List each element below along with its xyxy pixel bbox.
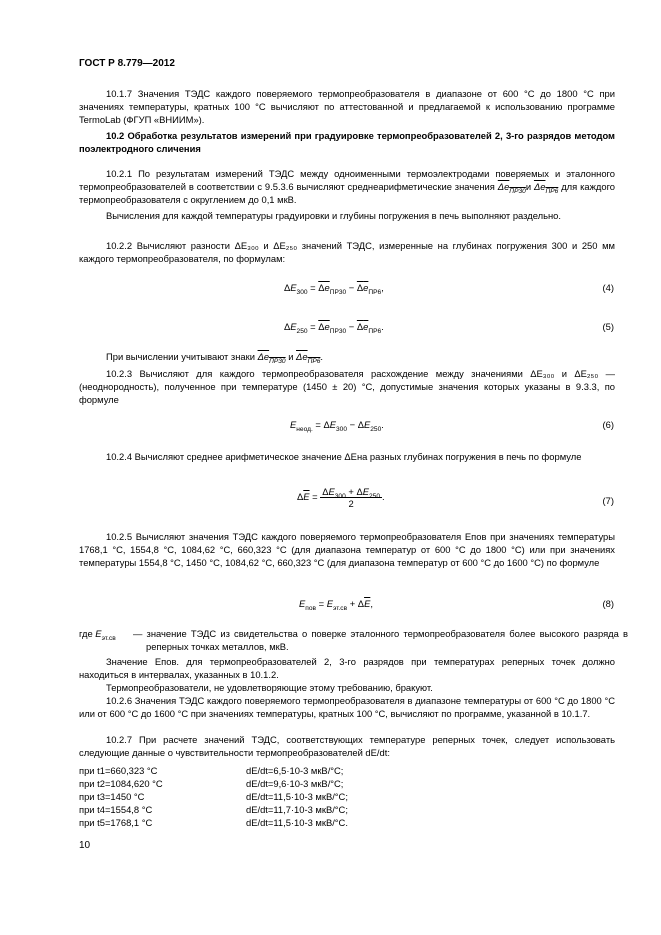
para-signs: При вычислении учитывают знаки $\Delta e_{ПР30}$ и $\Delta e_{ПР6}$.	[106, 351, 324, 365]
sensitivity-temp: t2=1084,620 °С	[97, 778, 163, 789]
where-label: где $E_{эт.св}$	[79, 628, 116, 642]
sensitivity-row: при t2=1084,620 °С	[79, 778, 163, 789]
symbol-de-pr30: $\Delta e_{ПР30}$	[497, 180, 526, 195]
equation-5: $\Delta E_{250} = \Delta e_{ПР30} - \Delta e_{ПР6}$.	[284, 321, 384, 335]
sensitivity-temp: t5=1768,1 °С	[97, 817, 153, 828]
sensitivity-temp: t3=1450 °С	[97, 791, 145, 802]
para-calc: Вычисления для каждой температуры градуировки и глубины погружения в печь выполняют раздельно.	[106, 210, 561, 221]
para-signs-text: При вычислении учитывают знаки	[106, 351, 255, 362]
para-10-2-4: 10.2.4 Вычисляют среднее арифметическое значение ΔEна разных глубинах погружения в печь по формуле	[106, 451, 582, 462]
equation-7: $\Delta\overline{E}$ = $\frac{\Delta E_{300} + \Delta E_{250}}{2}$ .	[297, 486, 385, 509]
section-10-2-title: 10.2 Обработка результатов измерений при градуировке термопреобразователей 2, 3-го разрядов методом поэлектродного сличения	[79, 130, 615, 154]
para-10-2-1: 10.2.1 По результатам измерений ТЭДС между одноименными термоэлектродами поверяемых и эталонного термопреобразователей в соответствии с 9.5.3.6 вычисляют среднеарифметические значения $\Delta e_{ПР30}и$ $\Delta e_{ПР6}$ для каждого термопреобразователя с округлением до 0,1 мкВ.	[79, 168, 615, 205]
where-word: где	[79, 628, 93, 639]
para-10-2-1-end: для каждого термопреобразователя с округлением до 0,1 мкВ.	[79, 180, 615, 205]
sensitivity-temp: t1=660,323 °С	[97, 765, 158, 776]
sensitivity-value: dE/dt=6,5·10-3 мкВ/°С;	[246, 765, 344, 776]
sensitivity-value: dE/dt=9,6·10-3 мкВ/°С;	[246, 778, 344, 789]
page-number: 10	[79, 840, 91, 851]
sensitivity-row: при t3=1450 °С	[79, 791, 145, 802]
para-10-2-5: 10.2.5 Вычисляют значения ТЭДС каждого поверяемого термопреобразователя Eпов при значениях температуры 1768,1 °С, 1554,8 °С, 1084,62 °С, 660,323 °С (для диапазона температур от 600 °С до 1800 °С) или при значениях температуры 1554,8 °С, 1450 °С, 1084,62 °С, 660,323 °С (для диапазона температур от 600 °С до 1600 °С) по формуле	[79, 531, 615, 568]
where-definition: — значение ТЭДС из свидетельства о поверке эталонного термопреобразователя более высокого разряда в реперных точках металлов, мкВ.	[133, 628, 628, 652]
sensitivity-row: при t1=660,323 °С	[79, 765, 158, 776]
sensitivity-row: при t4=1554,8 °С	[79, 804, 153, 815]
para-10-2-1-text: 10.2.1 По результатам измерений ТЭДС между одноименными термоэлектродами поверяемых и эталонного термопреобразователей в соответствии с 9.5.3.6 вычисляют среднеарифметические значения	[79, 168, 615, 192]
para-10-1-7: 10.1.7 Значения ТЭДС каждого поверяемого термопреобразователя в диапазоне от 600 °С до 1800 °С при значениях температуры, кратных 100 °С вычисляют по аттестованной и предлагаемой к использованию программе TermoLab (ФГУП «ВНИИМ»).	[79, 88, 615, 125]
equation-6: $E_{неод.} = \Delta E_{300} - \Delta E_{250}$.	[290, 419, 384, 433]
equation-6-number: (6)	[602, 419, 614, 430]
equation-5-number: (5)	[602, 321, 614, 332]
para-10-2-7: 10.2.7 При расчете значений ТЭДС, соответствующих температуре реперных точек, следует использовать следующие данные о чувствительности термопреобразователей dE/dt:	[79, 734, 615, 758]
symbol-de-pr30-b: $\Delta e_{ПР30}$	[257, 351, 286, 365]
equation-7-number: (7)	[602, 495, 614, 506]
page-header: ГОСТ Р 8.779—2012	[79, 58, 175, 69]
equation-8-number: (8)	[602, 598, 614, 609]
equation-8: $E_{пов} = E_{эт.св} + \Delta\overline{E}$,	[299, 598, 373, 612]
para-10-2-3: 10.2.3 Вычисляют для каждого термопреобразователя расхождение между значениями ΔE₃₀₀ и ΔE₂₅₀ — (неоднородность), полученное при температуре (1450 ± 20) °С, допустимые значения которых указаны в 9.3.3, по формуле	[79, 368, 615, 405]
symbol-de-pr6: $\Delta e_{ПР6}$	[533, 180, 559, 195]
sensitivity-value: dE/dt=11,7·10-3 мкВ/°С;	[246, 804, 348, 815]
sensitivity-value: dE/dt=11,5·10-3 мкВ/°С;	[246, 791, 348, 802]
para-10-2-2: 10.2.2 Вычисляют разности ΔE₃₀₀ и ΔE₂₅₀ значений ТЭДС, измеренные на глубинах погружения 300 и 250 мм каждого термопреобразователя, по формулам:	[79, 240, 615, 264]
symbol-de-pr6-b: $\Delta e_{ПР6}$	[296, 351, 321, 365]
para-reject: Термопреобразователи, не удовлетворяющие этому требованию, бракуют.	[106, 682, 433, 693]
sensitivity-value: dE/dt=11,5·10-3 мкВ/°С.	[246, 817, 348, 828]
sensitivity-temp: t4=1554,8 °С	[97, 804, 153, 815]
sensitivity-row: при t5=1768,1 °С	[79, 817, 153, 828]
equation-4-number: (4)	[602, 282, 614, 293]
para-value: Значение Eпов. для термопреобразователей 2, 3-го разрядов при температурах реперных точек должно находиться в интервалах, указанных в 10.1.2.	[79, 656, 615, 680]
para-10-2-6: 10.2.6 Значения ТЭДС каждого поверяемого термопреобразователя в диапазоне температуры от 600 °С до 1800 °С или от 600 °С до 1600 °С при значениях температуры, кратных 100 °С, вычисляют по программе, указанной в 10.1.7.	[79, 695, 615, 719]
equation-4: $\Delta E_{300} = \Delta e_{ПР30} - \Delta e_{ПР6}$,	[284, 282, 384, 296]
